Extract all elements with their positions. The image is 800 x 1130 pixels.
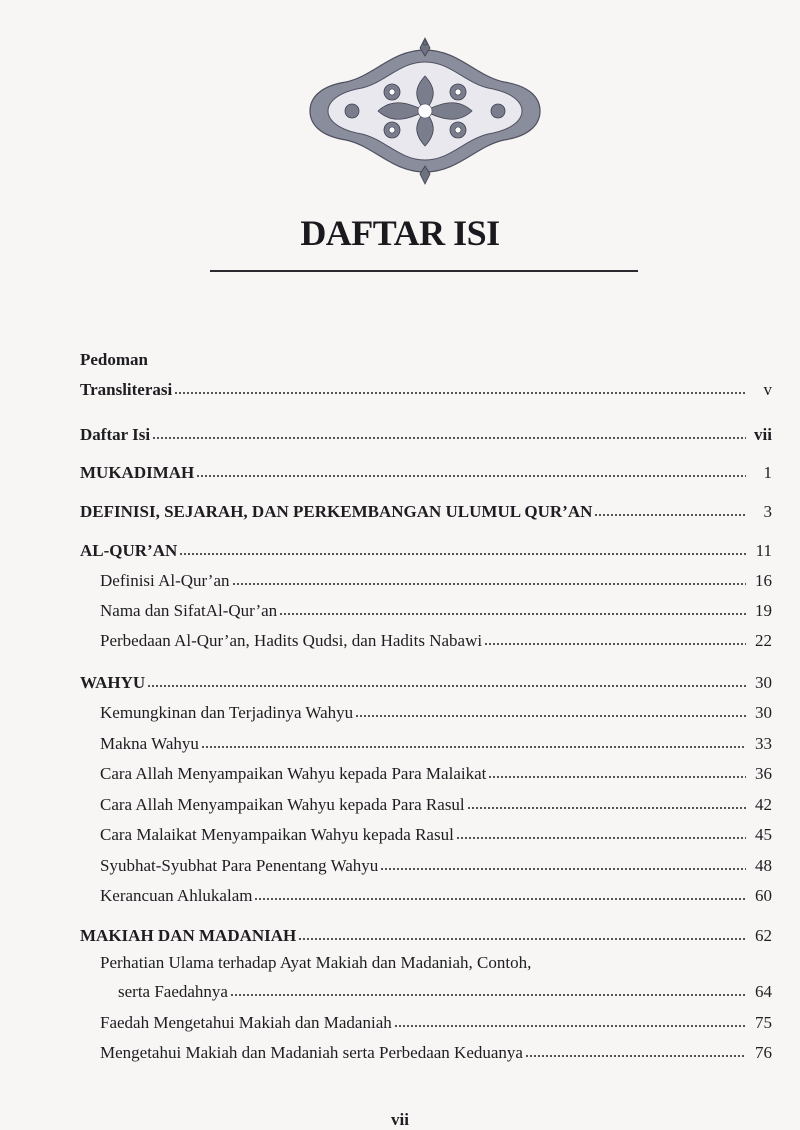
toc-label: Faedah Mengetahui Makiah dan Madaniah xyxy=(100,1013,392,1032)
dot-leader xyxy=(232,582,746,586)
toc-subentry-makiah-0[interactable] xyxy=(118,974,772,1002)
dot-leader xyxy=(201,745,746,749)
toc-label: AL-QUR’AN xyxy=(80,541,178,560)
toc-subentry-alquran-0[interactable] xyxy=(100,563,772,591)
toc-subentry-wahyu-3[interactable] xyxy=(100,787,772,815)
toc-page-number: 75 xyxy=(755,1013,772,1032)
dot-leader xyxy=(174,391,746,395)
toc-page-number: 30 xyxy=(755,703,772,722)
toc-subentry-makiah-0-line1: Perhatian Ulama terhadap Ayat Makiah dan Madaniah, Contoh, xyxy=(100,953,532,972)
toc-label: Mengetahui Makiah dan Madaniah serta Perbedaan Keduanya xyxy=(100,1043,523,1062)
toc-label: Perbedaan Al-Qur’an, Hadits Qudsi, dan Hadits Nabawi xyxy=(100,631,483,650)
toc-page-number: 1 xyxy=(763,463,772,482)
floral-arabesque-ornament-icon xyxy=(308,36,542,186)
toc-page-number: 64 xyxy=(755,982,772,1001)
toc-subentry-alquran-2[interactable] xyxy=(100,623,772,651)
dot-leader xyxy=(230,993,746,997)
toc-label: Cara Malaikat Menyampaikan Wahyu kepada Rasul xyxy=(100,825,454,844)
toc-entry-wahyu[interactable] xyxy=(80,665,772,693)
toc-page-number: 30 xyxy=(755,673,772,692)
toc-label: Kerancuan Ahlukalam xyxy=(100,886,253,905)
toc-page-number: 3 xyxy=(763,502,772,521)
toc-page-number: 42 xyxy=(755,795,772,814)
toc-label: Definisi Al-Qur’an xyxy=(100,571,230,590)
toc-label: Nama dan SifatAl-Qur’an xyxy=(100,601,278,620)
dot-leader xyxy=(355,714,746,718)
toc-page-number: 33 xyxy=(755,734,772,753)
toc-subentry-makiah-2[interactable] xyxy=(100,1035,772,1063)
toc-label: WAHYU xyxy=(80,673,146,692)
toc-page-number: 19 xyxy=(755,601,772,620)
dot-leader xyxy=(152,436,746,440)
toc-subentry-wahyu-5[interactable] xyxy=(100,848,772,876)
toc-subentry-wahyu-6[interactable] xyxy=(100,878,772,906)
toc-entry-makiah[interactable] xyxy=(80,918,772,946)
dot-leader xyxy=(456,836,746,840)
toc-entry-alquran[interactable] xyxy=(80,533,772,561)
dot-leader xyxy=(147,684,746,688)
toc-subentry-alquran-1[interactable] xyxy=(100,593,772,621)
toc-label: MUKADIMAH xyxy=(80,463,195,482)
toc-label: Transliterasi xyxy=(80,380,173,399)
dot-leader xyxy=(394,1024,746,1028)
toc-page-number: 45 xyxy=(755,825,772,844)
toc-page-number: 76 xyxy=(755,1043,772,1062)
toc-subentry-wahyu-1[interactable] xyxy=(100,726,772,754)
page-title: DAFTAR ISI xyxy=(300,213,500,253)
dot-leader xyxy=(484,642,746,646)
toc-label: MAKIAH DAN MADANIAH xyxy=(80,926,297,945)
dot-leader xyxy=(467,806,746,810)
toc-page-number: 16 xyxy=(755,571,772,590)
toc-entry-definisi-sejarah[interactable] xyxy=(80,494,772,522)
page-number-footer: vii xyxy=(391,1110,409,1129)
dot-leader xyxy=(298,937,746,941)
toc-subentry-wahyu-0[interactable] xyxy=(100,695,772,723)
toc-entry-pedoman[interactable] xyxy=(80,372,772,400)
dot-leader xyxy=(488,775,746,779)
dot-leader xyxy=(254,897,746,901)
dot-leader xyxy=(380,867,746,871)
toc-subentry-makiah-1[interactable] xyxy=(100,1005,772,1033)
dot-leader xyxy=(279,612,746,616)
toc-page-number: 48 xyxy=(755,856,772,875)
toc-page-number: vii xyxy=(754,425,772,444)
toc-label: DEFINISI, SEJARAH, DAN PERKEMBANGAN ULUMUL QUR’AN xyxy=(80,502,593,521)
toc-page-number: 60 xyxy=(755,886,772,905)
toc-subentry-wahyu-4[interactable] xyxy=(100,817,772,845)
toc-label: Syubhat-Syubhat Para Penentang Wahyu xyxy=(100,856,379,875)
toc-subentry-wahyu-2[interactable] xyxy=(100,756,772,784)
toc-page-number: 36 xyxy=(755,764,772,783)
toc-entry-mukadimah[interactable] xyxy=(80,455,772,483)
toc-entry-pedoman-line1: Pedoman xyxy=(80,350,148,369)
toc-label: Cara Allah Menyampaikan Wahyu kepada Para Malaikat xyxy=(100,764,487,783)
toc-label: Kemungkinan dan Terjadinya Wahyu xyxy=(100,703,354,722)
toc-page-number: 11 xyxy=(755,541,772,560)
toc-page-number: 62 xyxy=(755,926,772,945)
toc-label: serta Faedahnya xyxy=(118,982,228,1001)
dot-leader xyxy=(179,552,746,556)
toc-page-number: v xyxy=(763,380,772,399)
toc-label: Makna Wahyu xyxy=(100,734,199,753)
title-divider xyxy=(210,270,638,272)
dot-leader xyxy=(196,474,746,478)
dot-leader xyxy=(525,1054,746,1058)
toc-label: Daftar Isi xyxy=(80,425,151,444)
toc-page-number: 22 xyxy=(755,631,772,650)
toc-entry-daftar-isi[interactable] xyxy=(80,417,772,445)
toc-label: Cara Allah Menyampaikan Wahyu kepada Para Rasul xyxy=(100,795,465,814)
dot-leader xyxy=(594,513,746,517)
